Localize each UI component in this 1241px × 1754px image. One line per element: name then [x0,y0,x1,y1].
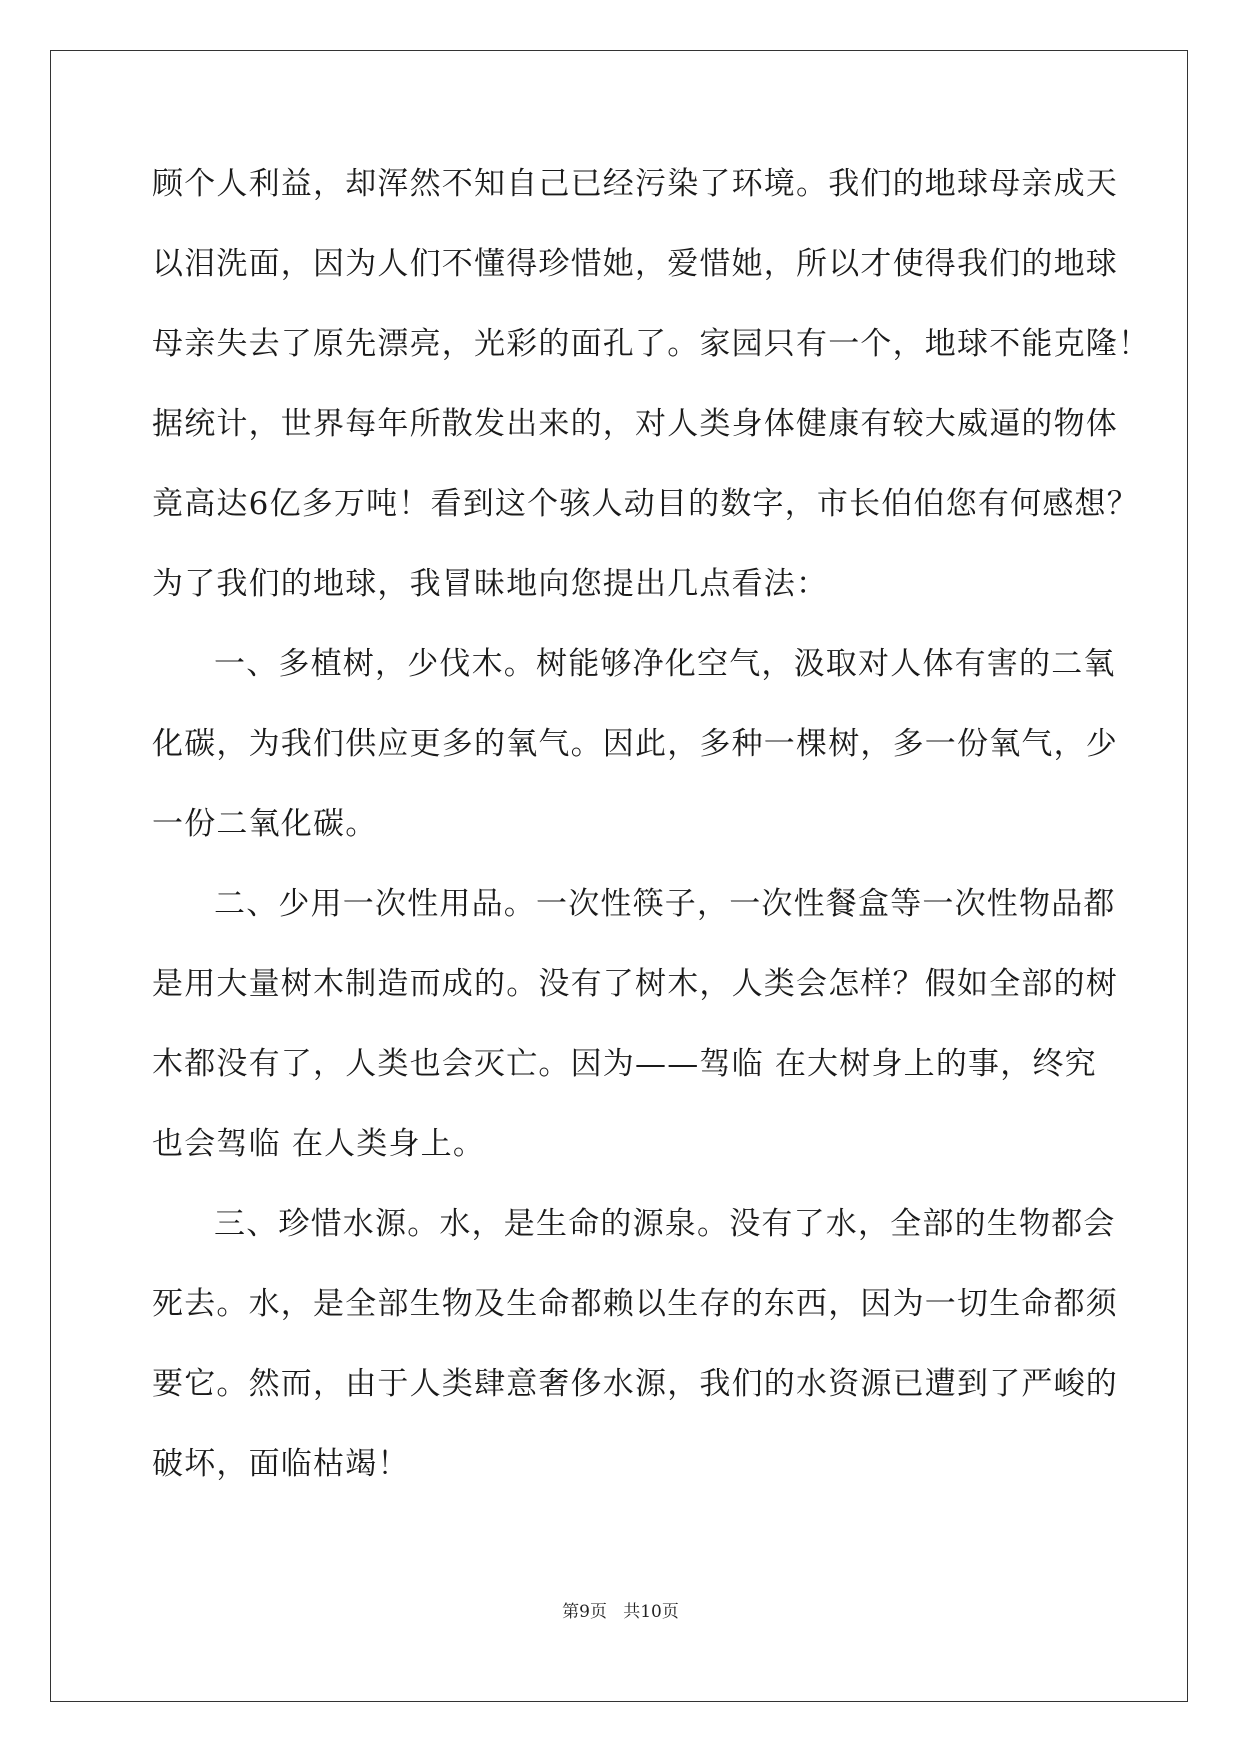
document-body [152,158,1151,1518]
text-line: 为了我们的地球，我冒昧地向您提出几点看法： [152,566,829,602]
text-line: 顾个人利益，却浑然不知自己已经污染了环境。我们的地球母亲成天 [152,166,1118,202]
text-line: 死去。水，是全部生物及生命都赖以生存的东西，因为一切生命都须 [152,1286,1118,1322]
text-line: 是用大量树木制造而成的。没有了树木，人类会怎样？假如全部的树 [152,966,1118,1002]
text-line: 三、珍惜水源。水，是生命的源泉。没有了水，全部的生物都会 [214,1206,1116,1242]
text-line: 要它。然而，由于人类肆意奢侈水源，我们的水资源已遭到了严峻的 [152,1366,1118,1402]
text-line: 一、多植树，少伐木。树能够净化空气，汲取对人体有害的二氧 [214,646,1116,682]
text-line: 二、少用一次性用品。一次性筷子，一次性餐盒等一次性物品都 [214,886,1116,922]
page-footer [0,1600,1241,1624]
text-line: 据统计，世界每年所散发出来的，对人类身体健康有较大威逼的物体 [152,406,1118,442]
paragraph [152,638,1118,878]
text-line: 一份二氧化碳。 [152,806,378,842]
text-line: 木都没有了，人类也会灭亡。因为——驾临 在大树身上的事，终究 [152,1046,1097,1082]
text-line: 化碳，为我们供应更多的氧气。因此，多种一棵树，多一份氧气，少 [152,726,1118,762]
page-number: 第9页 [562,1602,607,1622]
page-total: 共10页 [623,1602,679,1622]
text-line: 竟高达6亿多万吨！看到这个骇人动目的数字，市长伯伯您有何感想？ [152,486,1139,522]
paragraph [152,878,1118,1198]
paragraph [152,158,1151,638]
paragraph [152,1198,1118,1518]
text-line: 破坏，面临枯竭！ [152,1446,410,1482]
text-line: 母亲失去了原先漂亮，光彩的面孔了。家园只有一个，地球不能克隆！ [152,326,1151,362]
text-line: 以泪洗面，因为人们不懂得珍惜她，爱惜她，所以才使得我们的地球 [152,246,1118,282]
text-line: 也会驾临 在人类身上。 [152,1126,486,1162]
